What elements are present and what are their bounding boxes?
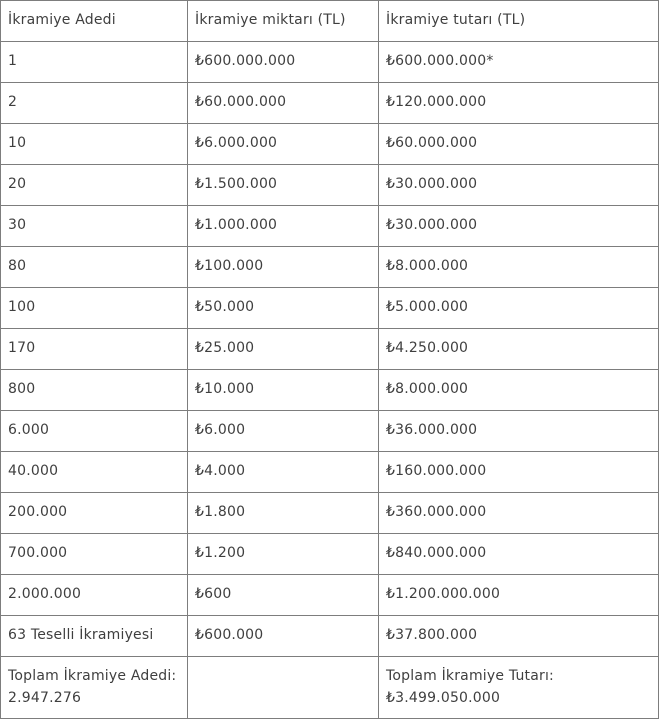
table-row xyxy=(1,247,659,288)
table-row xyxy=(1,83,659,124)
table-cell: ₺1.200 xyxy=(188,534,379,575)
table-cell xyxy=(188,657,379,719)
table-row xyxy=(1,206,659,247)
table-row xyxy=(1,370,659,411)
table-cell: ₺5.000.000 xyxy=(379,288,659,329)
table-cell: 200.000 xyxy=(1,493,188,534)
table-row xyxy=(1,42,659,83)
table-cell: 6.000 xyxy=(1,411,188,452)
table-cell: 63 Teselli İkramiyesi xyxy=(1,616,188,657)
table-row xyxy=(1,493,659,534)
table-cell: ₺1.000.000 xyxy=(188,206,379,247)
table-row xyxy=(1,616,659,657)
table-row xyxy=(1,534,659,575)
table-cell: ₺160.000.000 xyxy=(379,452,659,493)
table-cell: Toplam İkramiye Tutarı: ₺3.499.050.000 xyxy=(379,657,659,719)
column-header-adedi: İkramiye Adedi xyxy=(1,1,188,42)
table-cell: ₺120.000.000 xyxy=(379,83,659,124)
table-cell: 800 xyxy=(1,370,188,411)
table-row xyxy=(1,452,659,493)
table-cell: ₺10.000 xyxy=(188,370,379,411)
table-cell: ₺30.000.000 xyxy=(379,165,659,206)
column-header-miktari: İkramiye miktarı (TL) xyxy=(188,1,379,42)
table-cell: ₺8.000.000 xyxy=(379,247,659,288)
table-cell: ₺50.000 xyxy=(188,288,379,329)
table-row xyxy=(1,124,659,165)
table-cell: 80 xyxy=(1,247,188,288)
table-row xyxy=(1,165,659,206)
table-cell: ₺6.000.000 xyxy=(188,124,379,165)
table-cell: ₺360.000.000 xyxy=(379,493,659,534)
table-cell: 170 xyxy=(1,329,188,370)
table-cell: ₺840.000.000 xyxy=(379,534,659,575)
table-body xyxy=(1,42,659,719)
table-cell: ₺600 xyxy=(188,575,379,616)
table-cell: ₺1.800 xyxy=(188,493,379,534)
table-cell: 1 xyxy=(1,42,188,83)
table-cell: ₺1.500.000 xyxy=(188,165,379,206)
table-row xyxy=(1,329,659,370)
table-cell: ₺600.000 xyxy=(188,616,379,657)
table-cell: ₺8.000.000 xyxy=(379,370,659,411)
table-cell: ₺600.000.000* xyxy=(379,42,659,83)
table-cell: ₺4.250.000 xyxy=(379,329,659,370)
table-cell: 100 xyxy=(1,288,188,329)
table-cell: Toplam İkramiye Adedi: 2.947.276 xyxy=(1,657,188,719)
table-cell: 10 xyxy=(1,124,188,165)
table-cell: ₺600.000.000 xyxy=(188,42,379,83)
table-cell: ₺100.000 xyxy=(188,247,379,288)
table-cell: 700.000 xyxy=(1,534,188,575)
table-row xyxy=(1,575,659,616)
table-cell: ₺37.800.000 xyxy=(379,616,659,657)
table-cell: ₺60.000.000 xyxy=(188,83,379,124)
total-row xyxy=(1,657,659,719)
table-cell: ₺30.000.000 xyxy=(379,206,659,247)
table-cell: 20 xyxy=(1,165,188,206)
table-cell: ₺36.000.000 xyxy=(379,411,659,452)
table-cell: ₺4.000 xyxy=(188,452,379,493)
table-cell: ₺1.200.000.000 xyxy=(379,575,659,616)
column-header-tutari: İkramiye tutarı (TL) xyxy=(379,1,659,42)
table-cell: 2 xyxy=(1,83,188,124)
table-cell: ₺6.000 xyxy=(188,411,379,452)
table-row xyxy=(1,288,659,329)
table-cell: 30 xyxy=(1,206,188,247)
table-cell: 2.000.000 xyxy=(1,575,188,616)
header-row xyxy=(1,1,659,42)
table-cell: ₺25.000 xyxy=(188,329,379,370)
table-cell: ₺60.000.000 xyxy=(379,124,659,165)
table-cell: 40.000 xyxy=(1,452,188,493)
table-row xyxy=(1,411,659,452)
